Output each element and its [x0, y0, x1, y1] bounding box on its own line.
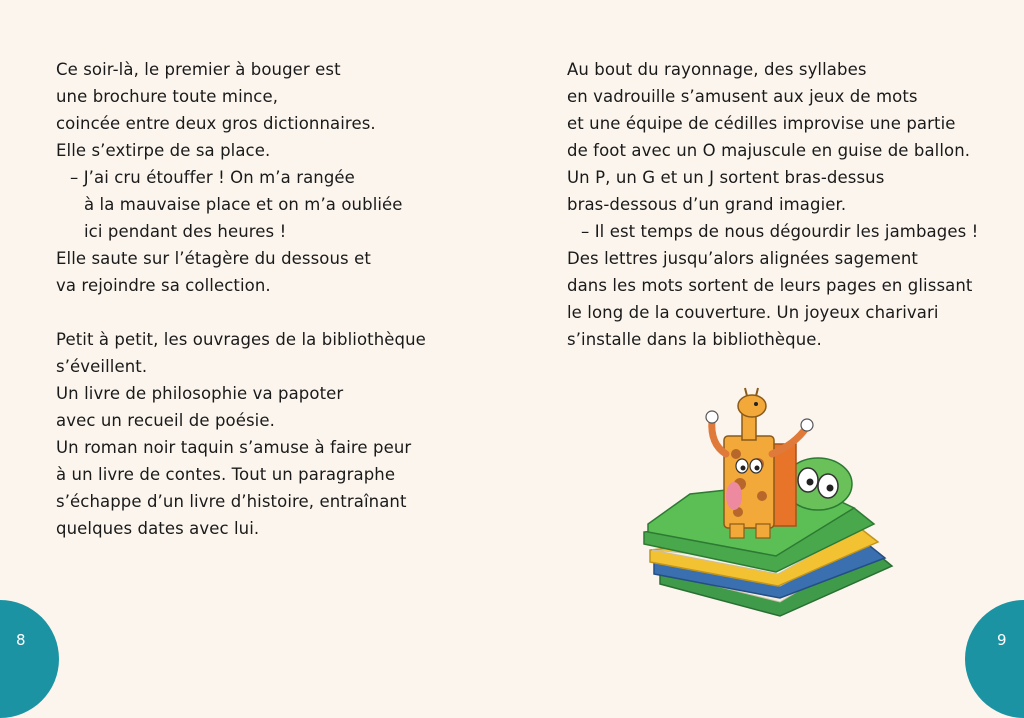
text-line: Ce soir-là, le premier à bouger est	[56, 60, 341, 79]
text-line: Elle s’extirpe de sa place.	[56, 141, 271, 160]
giraffe-body	[724, 436, 774, 528]
text-line: ici pendant des heures !	[84, 222, 287, 241]
giraffe-spot	[757, 491, 767, 501]
text-line: Des lettres jusqu’alors alignées sagement	[567, 249, 918, 268]
text-line: bras-dessous d’un grand imagier.	[567, 195, 847, 214]
giraffe-leg	[756, 524, 770, 538]
text-line: à un livre de contes. Tout un paragraphe	[56, 465, 396, 484]
left-hand	[706, 411, 718, 423]
giraffe-belly	[726, 482, 742, 510]
text-line: Un roman noir taquin s’amuse à faire peur	[56, 438, 412, 457]
page-number: 9	[997, 631, 1007, 649]
text-line: – Il est temps de nous dégourdir les jambages !	[581, 222, 979, 241]
giraffe-eye	[754, 402, 758, 406]
text-line: Un livre de philosophie va papoter	[56, 384, 344, 403]
green-character-pupil	[827, 485, 834, 492]
giraffe-spot	[731, 449, 741, 459]
right-page-text	[567, 56, 978, 353]
giraffe-leg	[730, 524, 744, 538]
text-line: s’installe dans la bibliothèque.	[567, 330, 822, 349]
letter-pupil	[755, 466, 760, 471]
page-number: 8	[16, 631, 26, 649]
giraffe-head	[738, 395, 766, 417]
text-line: dans les mots sortent de leurs pages en glissant	[567, 276, 973, 295]
right-hand	[801, 419, 813, 431]
text-line: Petit à petit, les ouvrages de la bibliothèque	[56, 330, 426, 349]
text-line: Elle saute sur l’étagère du dessous et	[56, 249, 371, 268]
giraffe-on-book-stack-illustration	[630, 384, 910, 634]
left-arm	[712, 420, 726, 454]
text-line: s’éveillent.	[56, 357, 148, 376]
text-line: s’échappe d’un livre d’histoire, entraînant	[56, 492, 407, 511]
text-line: Un P, un G et un J sortent bras-dessus	[567, 168, 885, 187]
text-line: quelques dates avec lui.	[56, 519, 260, 538]
text-line: de foot avec un O majuscule en guise de ballon.	[567, 141, 971, 160]
giraffe-horn	[756, 388, 758, 396]
text-line: à la mauvaise place et on m’a oubliée	[84, 195, 403, 214]
text-line: et une équipe de cédilles improvise une partie	[567, 114, 956, 133]
text-line: avec un recueil de poésie.	[56, 411, 275, 430]
text-line: – J’ai cru étouffer ! On m’a rangée	[70, 168, 355, 187]
left-page-text	[56, 56, 426, 542]
text-line: le long de la couverture. Un joyeux charivari	[567, 303, 939, 322]
letter-pupil	[741, 466, 746, 471]
green-character-pupil	[807, 479, 814, 486]
text-line: Au bout du rayonnage, des syllabes	[567, 60, 867, 79]
text-line: en vadrouille s’amusent aux jeux de mots	[567, 87, 918, 106]
text-line: va rejoindre sa collection.	[56, 276, 271, 295]
text-line: coincée entre deux gros dictionnaires.	[56, 114, 376, 133]
text-line: une brochure toute mince,	[56, 87, 279, 106]
giraffe-horn	[745, 388, 747, 396]
paragraph-gap	[56, 299, 426, 326]
left-page	[0, 0, 512, 676]
